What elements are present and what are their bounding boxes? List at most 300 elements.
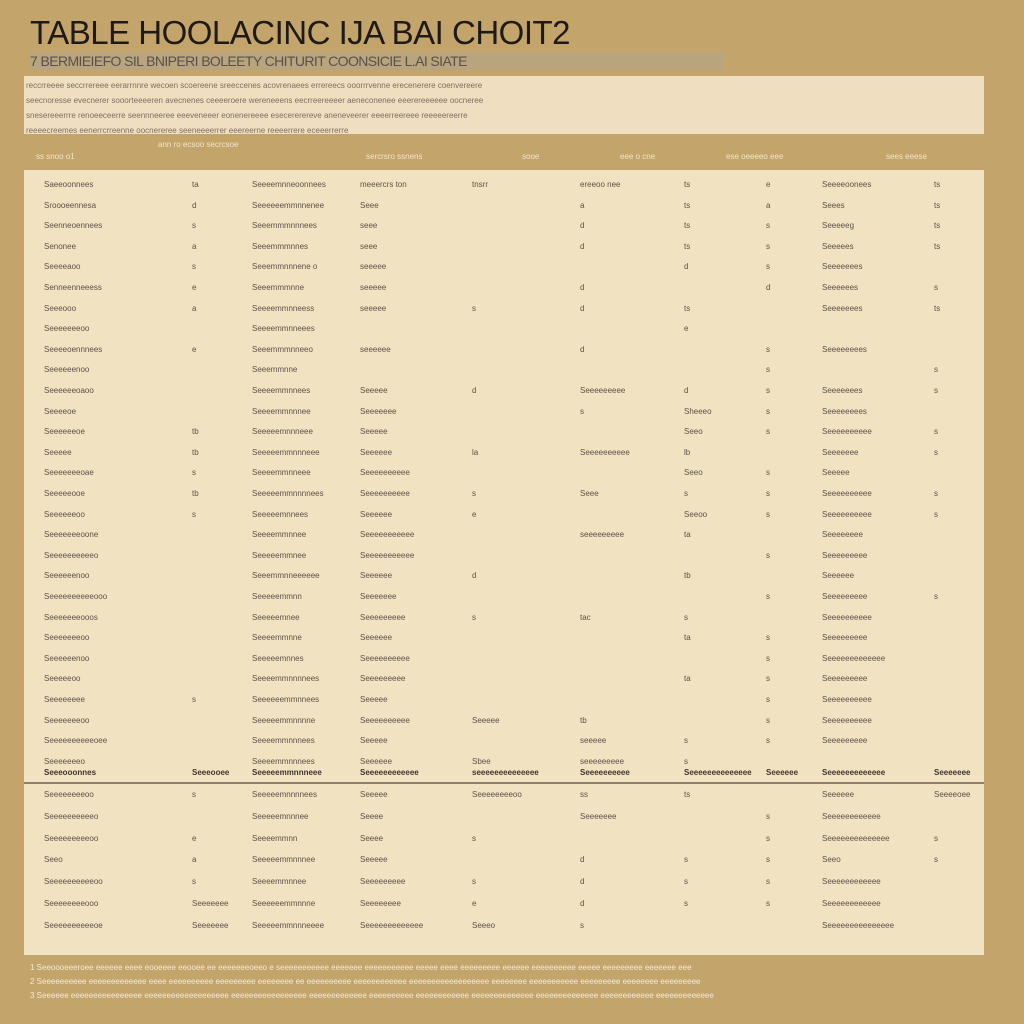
table-cell bbox=[934, 714, 974, 730]
table-cell: Seeee bbox=[360, 833, 384, 843]
table-row bbox=[24, 832, 984, 848]
table-cell: Seeeemmnnnees bbox=[252, 756, 315, 766]
table-row bbox=[24, 549, 984, 565]
table-row bbox=[24, 178, 984, 194]
table-cell bbox=[934, 528, 974, 544]
table-cell: seeeee bbox=[580, 736, 607, 746]
table-cell: Seeeeeeeee bbox=[360, 877, 406, 887]
intro-paragraph bbox=[24, 76, 984, 134]
table-cell: s bbox=[766, 550, 770, 560]
table-row bbox=[24, 302, 984, 318]
table-cell bbox=[472, 425, 562, 441]
table-cell bbox=[360, 322, 460, 338]
table-cell: Seeeeeeeeoo bbox=[44, 790, 94, 799]
table-cell: s bbox=[766, 344, 770, 354]
table-cell: Seeo bbox=[684, 427, 703, 437]
table-row bbox=[24, 631, 984, 647]
table-cell: Seeeeeeeeeeoe bbox=[44, 920, 103, 930]
table-cell: ts bbox=[684, 303, 691, 313]
table-cell: Seeeeeooe bbox=[44, 489, 85, 498]
table-cell: d bbox=[580, 877, 585, 887]
table-cell: Seeeee bbox=[360, 736, 388, 746]
table-cell bbox=[472, 260, 562, 276]
table-cell: Seeeeeeeeee bbox=[360, 489, 410, 498]
table-cell: s bbox=[472, 833, 476, 843]
table-cell: d bbox=[192, 200, 197, 210]
table-cell bbox=[934, 343, 974, 359]
table-cell: Seeeeeeoaoo bbox=[44, 386, 94, 395]
table-cell bbox=[766, 302, 806, 318]
table-cell: Seeeemmnnee bbox=[252, 530, 307, 540]
table-cell: Seeeeeeeee bbox=[360, 612, 406, 622]
table-cell: seee bbox=[360, 241, 378, 251]
table-cell: s bbox=[766, 489, 770, 498]
table-cell: Seeemmnnnene o bbox=[252, 262, 318, 272]
table-cell bbox=[580, 631, 670, 647]
intro-line: seecnoresse evecnerer sooorteeeeren avecnenes ceeeeroere wereneeens eecrreereeeer aeneconenee eeerereeeeee oocneree bbox=[26, 96, 484, 105]
table-cell: s bbox=[934, 855, 938, 865]
table-cell: Seeeeeeeeee bbox=[822, 489, 872, 498]
table-row bbox=[24, 897, 984, 913]
table-cell bbox=[472, 199, 562, 215]
table-cell: Seeeeeeeeeeeee bbox=[822, 768, 886, 777]
table-cell: s bbox=[766, 877, 770, 887]
table-cell: s bbox=[934, 386, 938, 395]
table-cell: Seeeeeee bbox=[822, 447, 859, 457]
table-cell bbox=[472, 466, 562, 482]
table-cell bbox=[934, 322, 974, 338]
table-row bbox=[24, 466, 984, 482]
table-cell bbox=[192, 363, 232, 379]
table-cell: s bbox=[934, 427, 938, 437]
table-cell bbox=[934, 672, 974, 688]
table-cell: Seeeeeeeeeeee bbox=[822, 899, 881, 908]
table-cell: s bbox=[766, 899, 770, 908]
table-cell: Seeeeeeeeeee bbox=[360, 550, 415, 560]
table-cell: Seeeeeeeeeeeee bbox=[360, 920, 424, 930]
table-cell: Seeeeeeoo bbox=[44, 509, 85, 519]
table-cell: s bbox=[766, 427, 770, 437]
table-row bbox=[24, 199, 984, 215]
table-row bbox=[24, 363, 984, 379]
table-cell: Seeeeemmnnneee bbox=[252, 768, 322, 777]
table-cell bbox=[934, 260, 974, 276]
table-cell bbox=[580, 508, 670, 524]
column-header: ann ro ecsoo secrcsoe bbox=[158, 140, 239, 149]
table-row bbox=[24, 693, 984, 709]
table-row bbox=[24, 343, 984, 359]
table-cell: d bbox=[580, 899, 585, 908]
column-header: eee o cne bbox=[620, 152, 656, 161]
table-cell: Seeeeeeeeeeeeee bbox=[822, 833, 890, 843]
table-header-row bbox=[0, 140, 1024, 168]
table-cell: s bbox=[684, 612, 688, 622]
table-cell: Seeeeeeee bbox=[360, 899, 401, 908]
table-cell bbox=[934, 549, 974, 565]
table-cell: d bbox=[472, 571, 477, 581]
table-cell: a bbox=[192, 241, 197, 251]
table-row bbox=[24, 508, 984, 524]
table-cell: d bbox=[580, 855, 585, 865]
table-cell bbox=[934, 405, 974, 421]
table-row bbox=[24, 446, 984, 462]
table-cell: Seeeeemmnn bbox=[252, 592, 302, 601]
table-cell: s bbox=[766, 833, 770, 843]
table-cell: Seeeeeeeee bbox=[822, 674, 868, 684]
table-cell bbox=[580, 672, 670, 688]
table-cell: s bbox=[766, 509, 770, 519]
table-cell: e bbox=[472, 509, 477, 519]
table-cell: Seeeeeemmnnenee bbox=[252, 200, 325, 210]
table-row bbox=[24, 652, 984, 668]
table-cell: Seeeemmnnnee bbox=[252, 406, 311, 416]
table-cell: e bbox=[766, 180, 771, 189]
table-row bbox=[24, 734, 984, 750]
column-header: sercrsro ssnens bbox=[366, 152, 423, 161]
table-cell: d bbox=[472, 386, 477, 395]
table-cell: Seeeeoennnees bbox=[44, 344, 103, 354]
table-cell: Seeeeeeeeeeo bbox=[44, 811, 99, 821]
table-cell bbox=[684, 549, 754, 565]
table-cell: Seeeeoee bbox=[934, 790, 971, 799]
table-cell bbox=[934, 693, 974, 709]
table-cell: Sbee bbox=[472, 756, 491, 766]
table-cell: Seeeeeeeeeeeee bbox=[822, 653, 886, 663]
table-cell: Seeeemmnnnees bbox=[252, 736, 315, 746]
section-divider bbox=[24, 782, 984, 784]
table-cell: Seeeeemnnneee bbox=[252, 427, 313, 437]
table-cell: Seeeeeoo bbox=[44, 674, 81, 684]
table-cell: Seeeemmnneees bbox=[252, 324, 315, 334]
table-row bbox=[24, 788, 984, 804]
table-cell: d bbox=[684, 386, 689, 395]
table-row bbox=[24, 425, 984, 441]
table-cell bbox=[580, 569, 670, 585]
table-cell: s bbox=[192, 509, 196, 519]
table-cell: tb bbox=[192, 427, 199, 437]
table-cell bbox=[472, 631, 562, 647]
table-cell bbox=[684, 919, 754, 935]
table-cell: s bbox=[192, 262, 196, 272]
table-cell bbox=[934, 652, 974, 668]
table-cell: Seeeeeeeoae bbox=[44, 468, 94, 478]
table-cell bbox=[580, 549, 670, 565]
table-cell: Seeeeee bbox=[360, 756, 393, 766]
table-cell: s bbox=[766, 695, 770, 704]
table-cell: Seeee bbox=[360, 811, 384, 821]
table-cell: Seeemmmnnes bbox=[252, 241, 309, 251]
table-cell: s bbox=[766, 365, 770, 375]
footnote: 3 Seeeeee eeeeeeeeeeeeeeee eeeeeeeeeeeeeeeeeee eeeeeeeeeeeeeeeee eeeeeeeeeeeee eeeeeeeeee eeeeeeeeeeee eeeeeeeeeeeeee eeeeeeeeeeeeee eeeeeeeeeeee eeeeeeeeeeeee bbox=[30, 991, 714, 1000]
table-cell: Seeeeemnnnnees bbox=[252, 790, 317, 799]
table-cell: Seeeemnneoonnees bbox=[252, 180, 326, 189]
table-cell bbox=[684, 652, 754, 668]
table-cell bbox=[472, 652, 562, 668]
table-cell: Seeeeeemmnnne bbox=[252, 899, 316, 908]
table-cell bbox=[472, 734, 562, 750]
table-cell: seeeeeeeee bbox=[580, 530, 625, 540]
column-header: sees eeese bbox=[886, 152, 927, 161]
table-cell: Seeoo bbox=[684, 509, 708, 519]
table-row bbox=[24, 672, 984, 688]
table-cell bbox=[684, 832, 754, 848]
table-cell: d bbox=[580, 221, 585, 231]
table-cell: s bbox=[766, 653, 770, 663]
table-cell: ss bbox=[580, 790, 588, 799]
table-cell bbox=[934, 611, 974, 627]
table-cell bbox=[472, 528, 562, 544]
table-cell: Seeeeeeeee bbox=[822, 633, 868, 643]
table-cell bbox=[472, 363, 562, 379]
table-cell: d bbox=[684, 262, 689, 272]
table-cell: s bbox=[766, 221, 770, 231]
table-cell: Seeeeeeeee bbox=[580, 386, 626, 395]
table-cell: s bbox=[580, 920, 584, 930]
table-row bbox=[24, 569, 984, 585]
table-cell bbox=[934, 810, 974, 826]
table-cell: Seeeeeeeeeeee bbox=[822, 877, 881, 887]
table-cell: ereeoo nee bbox=[580, 180, 621, 189]
table-cell: Seeeemmnn bbox=[252, 833, 298, 843]
table-cell: Seeeeeeeeee bbox=[360, 468, 410, 478]
table-cell: Seeeeeeeeee bbox=[822, 695, 872, 704]
table-cell bbox=[934, 569, 974, 585]
table-cell: Seeeeeeeeeeooo bbox=[44, 592, 108, 601]
table-cell: Seeeeoe bbox=[44, 406, 77, 416]
table-cell bbox=[472, 590, 562, 606]
table-cell: Sroooeennesa bbox=[44, 200, 97, 210]
table-cell: ts bbox=[684, 180, 691, 189]
page-title: TABLE HOOLACINC IJA BAI CHOIT2 bbox=[30, 14, 571, 51]
table-cell bbox=[192, 590, 232, 606]
table-cell: Seeeeemmnnnnees bbox=[252, 489, 324, 498]
table-cell: a bbox=[766, 200, 771, 210]
table-cell: Seeeeee bbox=[360, 571, 393, 581]
table-cell: Seeeeeee bbox=[192, 920, 229, 930]
column-header: sooe bbox=[522, 152, 540, 161]
table-cell: Senonee bbox=[44, 241, 77, 251]
table-cell: Seeeeeeeeee bbox=[580, 447, 630, 457]
table-cell bbox=[192, 322, 232, 338]
table-cell: seeeeee bbox=[360, 344, 391, 354]
table-cell: Seeeeee bbox=[822, 571, 855, 581]
table-cell: tnsrr bbox=[472, 180, 488, 189]
table-cell: Seeeeee bbox=[360, 633, 393, 643]
table-row bbox=[24, 875, 984, 891]
table-cell bbox=[472, 322, 562, 338]
table-cell bbox=[934, 919, 974, 935]
table-cell bbox=[580, 652, 670, 668]
table-section-row bbox=[24, 766, 984, 782]
table-cell bbox=[192, 672, 232, 688]
table-cell: Seeeeeeeooos bbox=[44, 612, 98, 622]
table-cell: s bbox=[934, 365, 938, 375]
table-cell bbox=[472, 810, 562, 826]
table-cell: Seeeeeeeeeeeeeee bbox=[822, 920, 895, 930]
table-cell bbox=[766, 446, 806, 462]
table-cell: Seeeeeeee bbox=[44, 695, 85, 704]
table-cell bbox=[766, 569, 806, 585]
table-cell: Seeeeemmnee bbox=[252, 550, 307, 560]
table-cell: ts bbox=[684, 200, 691, 210]
table-cell bbox=[766, 611, 806, 627]
table-cell: ts bbox=[684, 241, 691, 251]
table-cell: Seeeee bbox=[360, 790, 388, 799]
table-cell bbox=[684, 693, 754, 709]
table-cell: s bbox=[766, 241, 770, 251]
table-cell: Seeeooonnes bbox=[44, 768, 97, 777]
table-cell: d bbox=[580, 241, 585, 251]
table-cell: seeeeeeeeeeeeee bbox=[472, 768, 539, 777]
table-cell: Seeemmmnnnees bbox=[252, 221, 317, 231]
table-cell: Seeeemmnnnnees bbox=[252, 674, 320, 684]
table-cell: Seeeeee bbox=[822, 790, 855, 799]
table-cell: ts bbox=[934, 241, 941, 251]
table-cell: e bbox=[192, 283, 197, 292]
table-cell: Seeeooo bbox=[44, 303, 77, 313]
table-cell: s bbox=[684, 855, 688, 865]
table-cell: e bbox=[472, 899, 477, 908]
table-cell: s bbox=[934, 592, 938, 601]
table-cell bbox=[192, 528, 232, 544]
table-cell: s bbox=[580, 406, 584, 416]
table-row bbox=[24, 405, 984, 421]
table-cell: Seeeeees bbox=[822, 283, 859, 292]
table-cell: Seeeeeeeee bbox=[822, 592, 868, 601]
table-cell: Seeeeeeeeee bbox=[360, 715, 410, 725]
table-cell bbox=[934, 734, 974, 750]
table-cell: Seeeeeeeeeeoee bbox=[44, 736, 108, 746]
table-cell bbox=[192, 810, 232, 826]
table-cell: s bbox=[766, 736, 770, 746]
table-cell bbox=[580, 322, 670, 338]
table-cell: Seeeeeeoe bbox=[44, 427, 85, 437]
table-row bbox=[24, 810, 984, 826]
table-row bbox=[24, 853, 984, 869]
table-cell: Seeeeeg bbox=[822, 221, 855, 231]
column-header: ese oeeeeo eee bbox=[726, 152, 784, 161]
table-cell: Seeeeeee bbox=[360, 406, 397, 416]
table-cell: s bbox=[766, 406, 770, 416]
table-cell: Seeeee bbox=[360, 855, 388, 865]
table-cell bbox=[472, 405, 562, 421]
table-cell: la bbox=[472, 447, 479, 457]
table-cell: Seeeeeeeoo bbox=[44, 633, 90, 643]
table-cell: ts bbox=[684, 221, 691, 231]
table-cell: s bbox=[934, 833, 938, 843]
table-cell: Seeemmmnneeo bbox=[252, 344, 313, 354]
table-cell: Seeeeoonees bbox=[822, 180, 872, 189]
table-cell: Seeeeaoo bbox=[44, 262, 81, 272]
table-cell: ts bbox=[934, 180, 941, 189]
table-cell: Seenneoennees bbox=[44, 221, 103, 231]
table-cell: Seeeeee bbox=[360, 509, 393, 519]
table-cell: s bbox=[192, 695, 196, 704]
table-cell: Seeemmnneeeeee bbox=[252, 571, 320, 581]
table-cell: s bbox=[766, 633, 770, 643]
table-cell: Seeemmnne bbox=[252, 365, 298, 375]
table-row bbox=[24, 611, 984, 627]
table-cell: s bbox=[472, 303, 476, 313]
table-cell: Seeeeeeeeee bbox=[360, 653, 410, 663]
table-cell: s bbox=[684, 489, 688, 498]
table-cell bbox=[580, 260, 670, 276]
table-row bbox=[24, 322, 984, 338]
table-cell bbox=[192, 652, 232, 668]
table-cell: tb bbox=[580, 715, 587, 725]
table-cell: a bbox=[192, 855, 197, 865]
table-row bbox=[24, 487, 984, 503]
table-cell: s bbox=[192, 221, 196, 231]
table-cell: Seeeo bbox=[472, 920, 496, 930]
table-cell: Seeeeeeeee bbox=[822, 550, 868, 560]
table-cell: Seeo bbox=[822, 855, 841, 865]
table-cell: Seeeeemmnnnee bbox=[252, 855, 316, 865]
table-cell: Seeeeeeeoo bbox=[44, 715, 90, 725]
table-cell: ta bbox=[684, 633, 691, 643]
table-cell bbox=[192, 549, 232, 565]
table-cell: Seees bbox=[822, 200, 845, 210]
table-cell bbox=[934, 466, 974, 482]
table-cell bbox=[472, 281, 562, 297]
intro-line: reeeecreemes eenerrcrreenne oocnereree seeneeeerrer eeereerne reeeerrere eceeerrerre bbox=[26, 126, 349, 134]
table-cell: s bbox=[766, 674, 770, 684]
table-cell: Seeo bbox=[44, 855, 63, 865]
table-cell: Seeeeeeeeeoo bbox=[44, 833, 99, 843]
table-cell: Seeeeeeeee bbox=[822, 736, 868, 746]
table-cell bbox=[472, 240, 562, 256]
table-cell: s bbox=[192, 468, 196, 478]
table-cell: d bbox=[580, 283, 585, 292]
table-row bbox=[24, 590, 984, 606]
intro-line: snesereeerrre renoeeceerre seennneeree eeeveneeer eonenereeee esecererereve aneneveerer eeeerreereee reeeeereerre bbox=[26, 111, 468, 120]
table-cell bbox=[684, 810, 754, 826]
table-row bbox=[24, 528, 984, 544]
table-cell bbox=[766, 919, 806, 935]
table-cell: e bbox=[684, 324, 689, 334]
table-cell bbox=[580, 363, 670, 379]
table-cell bbox=[684, 343, 754, 359]
table-cell: s bbox=[934, 447, 938, 457]
table-cell: Seeeeeeeeooo bbox=[44, 899, 99, 908]
table-cell: Seeeeemnnees bbox=[252, 509, 309, 519]
table-cell: Seeeeeeeeoo bbox=[472, 790, 522, 799]
table-cell: seee bbox=[360, 221, 378, 231]
table-cell: Seeeeemnee bbox=[252, 612, 300, 622]
table-cell: s bbox=[684, 756, 688, 766]
table-cell bbox=[684, 714, 754, 730]
table-cell: Seeeemmnnees bbox=[252, 386, 311, 395]
table-row bbox=[24, 219, 984, 235]
table-cell: s bbox=[472, 489, 476, 498]
data-table bbox=[24, 170, 984, 955]
table-cell: Seeeeemmnnnne bbox=[252, 715, 316, 725]
table-cell: Seeeeeenoo bbox=[44, 571, 90, 581]
table-cell: d bbox=[580, 344, 585, 354]
table-cell: Seeeeeeeeee bbox=[822, 509, 872, 519]
table-row bbox=[24, 281, 984, 297]
table-cell: s bbox=[934, 283, 938, 292]
table-cell bbox=[192, 384, 232, 400]
table-cell: tb bbox=[192, 447, 199, 457]
table-cell bbox=[192, 631, 232, 647]
table-cell: Seeeeemmnnneeee bbox=[252, 920, 325, 930]
footnotes bbox=[30, 962, 1000, 1012]
table-cell: Seeeeemnnnee bbox=[252, 811, 309, 821]
page-subtitle: 7 BERMIEIEFO SIL BNIPERI BOLEETY CHITURIT COONSICIE L.AI SIATE bbox=[30, 52, 724, 70]
table-cell: ts bbox=[684, 790, 691, 799]
table-cell: Seeeees bbox=[822, 241, 854, 251]
